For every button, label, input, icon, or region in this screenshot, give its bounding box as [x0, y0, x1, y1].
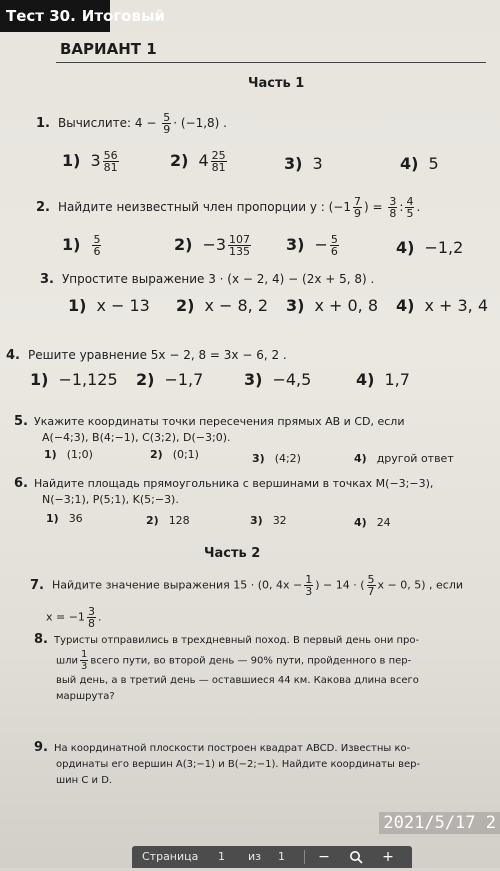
question-8: 8. Туристы отправились в трехдневный поход. В первый день они про- шли $\frac{1}{3}$ всего пути, во второй день — 90% пути, пройденного в пер- вый день, а в третий день — оставшиеся 44 км. Какова длина всего маршрута? [34, 632, 420, 702]
total-pages: 1 [278, 850, 285, 863]
q1-option-1: 1) 3 $\frac{56}{81}$ [62, 149, 118, 174]
question-7-condition: x = −1 $\frac{3}{8}$ . [46, 605, 102, 630]
q1-option-2: 2) 4 $\frac{25}{81}$ [170, 149, 226, 174]
photo-timestamp: 2021/5/17 2 [379, 812, 500, 834]
question-2: 2. Найдите неизвестный член пропорции y : (−1 $\frac{7}{9}$ ) = $\frac{3}{8}$ : $\frac{4}{5}$ . [36, 195, 421, 220]
q2-option-2: 2) −3 $\frac{107}{135}$ [174, 233, 251, 258]
q6-option-1: 1) 36 [46, 512, 83, 525]
q4-option-4: 4) 1,7 [356, 370, 410, 389]
q2-option-3: 3) − $\frac{5}{6}$ [286, 233, 338, 258]
q5-option-1: 1) (1;0) [44, 448, 93, 461]
q3-option-3: 3) x + 0, 8 [286, 296, 379, 315]
q3-option-2: 2) x − 8, 2 [176, 296, 269, 315]
q4-option-2: 2) −1,7 [136, 370, 204, 389]
q5-option-2: 2) (0;1) [150, 448, 199, 461]
q5-option-3: 3) (4;2) [252, 452, 301, 465]
zoom-icon[interactable] [344, 846, 368, 868]
q6-option-3: 3) 32 [250, 514, 287, 527]
page-viewer-toolbar [132, 846, 412, 868]
question-7: 7. Найдите значение выражения 15 · (0, 4x − $\frac{1}{3}$ ) − 14 · ( $\frac{5}{7}$ x − 0, 5) , если [30, 573, 464, 598]
question-1: 1. Вычислите: 4 − $\frac{5}{9}$ · (−1,8) . [36, 111, 227, 136]
zoom-in-button[interactable]: + [382, 849, 394, 865]
question-9: 9. На координатной плоскости построен квадрат ABCD. Известны ко- ординаты его вершин A(3;−1) и B(−2;−1). Найдите координаты вер- шин C и D. [34, 740, 421, 786]
toolbar-divider [304, 850, 305, 864]
q4-option-1: 1) −1,125 [30, 370, 118, 389]
fraction: $\frac{5}{9}$ [163, 111, 171, 136]
zoom-out-button[interactable]: − [318, 849, 330, 865]
current-page[interactable]: 1 [218, 850, 225, 863]
part-2-title: Часть 2 [204, 546, 261, 561]
q2-option-4: 4) −1,2 [396, 238, 464, 257]
question-4: 4. Решите уравнение 5x − 2, 8 = 3x − 6, 2 . [6, 348, 287, 363]
question-3: 3. Упростите выражение 3 · (x − 2, 4) − (2x + 5, 8) . [40, 272, 375, 287]
question-5: 5. Укажите координаты точки пересечения прямых AB и CD, если A(−4;3), B(4;−1), C(3;2), D(−3;0). [14, 414, 405, 444]
q6-option-2: 2) 128 [146, 514, 190, 527]
title-bar [0, 0, 500, 34]
q1-option-3: 3) 3 [284, 154, 323, 173]
q2-option-1: 1) $\frac{5}{6}$ [62, 233, 101, 258]
q3-option-1: 1) x − 13 [68, 296, 150, 315]
magnifier-icon [349, 850, 363, 864]
part-1-title: Часть 1 [248, 76, 305, 91]
q6-option-4: 4) 24 [354, 516, 391, 529]
question-6: 6. Найдите площадь прямоугольника с вершинами в точках M(−3;−3), N(−3;1), P(5;1), K(5;−3). [14, 476, 434, 506]
q4-option-3: 3) −4,5 [244, 370, 312, 389]
q1-option-4: 4) 5 [400, 154, 439, 173]
variant-heading: ВАРИАНТ 1 [60, 40, 157, 58]
of-label: из [248, 850, 261, 863]
divider [56, 62, 486, 63]
q3-option-4: 4) x + 3, 4 [396, 296, 489, 315]
test-title: Тест 30. Итоговый [6, 7, 166, 25]
q5-option-4: 4) другой ответ [354, 452, 454, 465]
page-label: Страница [142, 850, 199, 863]
